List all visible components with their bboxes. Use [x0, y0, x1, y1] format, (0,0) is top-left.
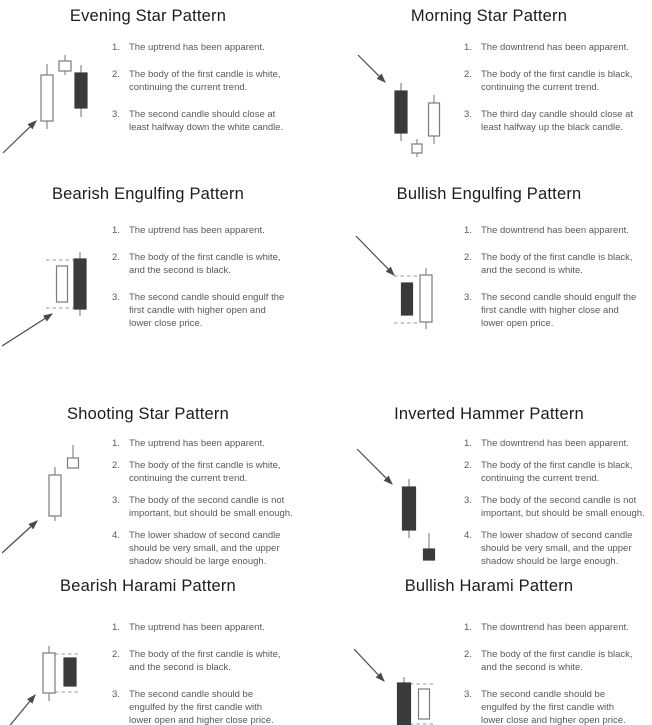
trend-arrow-icon — [2, 314, 52, 346]
candle-white-body — [41, 75, 53, 121]
candle-black-body — [75, 73, 87, 108]
item-text-line: and the second is white. — [481, 265, 583, 276]
candle-white-body — [57, 266, 68, 302]
item-text — [481, 251, 648, 277]
candlestick-diagram — [354, 41, 464, 169]
candlestick-figure — [2, 41, 112, 174]
item-text — [481, 494, 648, 520]
item-number: 3. — [464, 689, 472, 700]
trend-arrow-icon — [357, 449, 392, 484]
item-text — [129, 621, 322, 634]
item-text — [129, 437, 322, 450]
list-item — [464, 291, 648, 330]
item-text-line: The body of the second candle is not — [129, 495, 285, 506]
item-text-line: engulfed by the first candle with — [129, 702, 263, 713]
item-text — [481, 459, 648, 485]
pattern-content — [0, 437, 326, 570]
pattern-notes-list — [112, 41, 326, 148]
item-number: 3. — [112, 109, 120, 120]
item-text-line: and the second is black. — [129, 265, 231, 276]
candlestick-figure — [354, 41, 464, 174]
list-item — [112, 688, 322, 725]
pattern-notes-list — [464, 41, 652, 148]
candlestick-figure — [354, 621, 464, 725]
candle-white-body — [59, 61, 71, 71]
candlestick-diagram — [2, 224, 112, 352]
list-item — [112, 68, 322, 94]
pattern-card-morning-star — [326, 0, 652, 178]
item-text — [129, 68, 322, 94]
item-text — [129, 41, 322, 54]
list-item — [464, 437, 648, 450]
list-item — [464, 68, 648, 94]
item-text-line: The lower shadow of second candle — [129, 530, 281, 541]
candle-white-body — [420, 275, 432, 322]
pattern-title: Shooting Star Pattern — [67, 405, 229, 423]
item-text-line: The downtrend has been apparent. — [481, 438, 629, 449]
pattern-title: Bullish Engulfing Pattern — [396, 185, 582, 203]
item-number: 3. — [112, 495, 120, 506]
item-number: 3. — [464, 495, 472, 506]
list-item — [112, 108, 322, 134]
item-text-line: The downtrend has been apparent. — [481, 622, 629, 633]
item-number: 3. — [112, 292, 120, 303]
item-text-line: The uptrend has been apparent. — [129, 622, 265, 633]
trend-arrow-icon — [356, 236, 394, 275]
item-text-line: continuing the current trend. — [481, 82, 600, 93]
item-text — [481, 224, 648, 237]
candlestick-figure — [2, 437, 112, 570]
item-number: 4. — [464, 530, 472, 541]
pattern-card-evening-star — [0, 0, 326, 178]
trend-arrow-icon — [358, 55, 385, 82]
candle-white-body — [412, 144, 422, 153]
item-text-line: first candle with higher open and — [129, 305, 266, 316]
pattern-notes-list — [464, 224, 652, 344]
candle-black-body — [74, 259, 86, 309]
pattern-content — [0, 224, 326, 357]
pattern-content — [0, 621, 326, 725]
list-item — [112, 437, 322, 450]
item-text-line: The third day candle should close at — [481, 109, 634, 120]
list-item — [464, 224, 648, 237]
item-text-line: The second candle should close at — [129, 109, 276, 120]
item-text — [481, 291, 648, 330]
list-item — [112, 251, 322, 277]
list-item — [112, 224, 322, 237]
pattern-card-bullish-engulfing — [326, 178, 652, 398]
pattern-title: Morning Star Pattern — [410, 7, 568, 25]
pattern-title: Bearish Engulfing Pattern — [51, 185, 245, 203]
item-text — [129, 108, 322, 134]
item-text — [481, 648, 648, 674]
item-text-line: lower close price. — [129, 318, 203, 329]
trend-arrow-icon — [354, 649, 384, 681]
item-number: 2. — [464, 460, 472, 471]
item-number: 2. — [112, 460, 120, 471]
item-text-line: least halfway down the white candle. — [129, 122, 284, 133]
candlestick-diagram — [354, 437, 464, 565]
candle-black-body — [64, 658, 76, 686]
candle-black-body — [402, 283, 413, 315]
item-text-line: shadow should be large enough. — [129, 556, 267, 567]
item-number: 4. — [112, 530, 120, 541]
item-text — [129, 688, 322, 725]
item-number: 2. — [112, 69, 120, 80]
item-text-line: and the second is white. — [481, 662, 583, 673]
item-number: 2. — [464, 69, 472, 80]
item-text-line: The second candle should engulf the — [481, 292, 637, 303]
item-text — [481, 437, 648, 450]
candlestick-diagram — [2, 437, 112, 565]
candlestick-figure — [2, 621, 112, 725]
item-text-line: The body of the second candle is not — [481, 495, 637, 506]
item-text-line: continuing the current trend. — [129, 473, 248, 484]
item-text — [481, 41, 648, 54]
item-text-line: The second candle should be — [481, 689, 606, 700]
list-item — [464, 621, 648, 634]
list-item — [464, 251, 648, 277]
item-number: 2. — [112, 649, 120, 660]
item-number: 1. — [112, 225, 120, 236]
item-number: 1. — [112, 438, 120, 449]
candle-black-body — [395, 91, 407, 133]
item-number: 1. — [464, 438, 472, 449]
pattern-notes-list — [464, 621, 652, 725]
candle-white-body — [419, 689, 430, 719]
candlestick-figure — [2, 224, 112, 357]
item-text-line: The body of the first candle is black, — [481, 69, 633, 80]
item-text-line: The body of the first candle is white, — [129, 69, 281, 80]
item-text-line: shadow should be large enough. — [481, 556, 619, 567]
pattern-notes-list — [464, 437, 652, 570]
candlestick-diagram — [354, 621, 464, 725]
pattern-notes-list — [112, 621, 326, 725]
item-text-line: The downtrend has been apparent. — [481, 42, 629, 53]
item-text — [129, 529, 322, 568]
item-text-line: The second candle should engulf the — [129, 292, 285, 303]
pattern-title: Inverted Hammer Pattern — [394, 405, 584, 423]
item-text-line: engulfed by the first candle with — [481, 702, 615, 713]
item-text-line: The uptrend has been apparent. — [129, 225, 265, 236]
trend-arrow-icon — [2, 521, 37, 553]
item-text-line: The body of the first candle is white, — [129, 460, 281, 471]
pattern-content — [326, 621, 652, 725]
list-item — [112, 291, 322, 330]
item-text-line: The second candle should be — [129, 689, 254, 700]
item-text — [129, 224, 322, 237]
item-text-line: The lower shadow of second candle — [481, 530, 633, 541]
pattern-card-inverted-hammer — [326, 398, 652, 570]
list-item — [112, 648, 322, 674]
item-text — [129, 494, 322, 520]
item-text-line: The body of the first candle is black, — [481, 460, 633, 471]
item-text-line: least halfway up the black candle. — [481, 122, 624, 133]
pattern-title: Bullish Harami Pattern — [404, 577, 574, 595]
candle-white-body — [43, 653, 55, 693]
candle-white-body — [68, 458, 79, 468]
pattern-content — [326, 437, 652, 570]
pattern-content — [326, 224, 652, 357]
candle-black-body — [424, 549, 435, 560]
item-number: 1. — [464, 622, 472, 633]
item-text — [481, 529, 648, 568]
item-text-line: should be very small, and the upper — [129, 543, 280, 554]
pattern-card-bearish-engulfing — [0, 178, 326, 398]
item-text — [481, 688, 648, 725]
candle-white-body — [429, 103, 440, 136]
item-number: 1. — [112, 622, 120, 633]
pattern-content — [0, 41, 326, 174]
item-text-line: The uptrend has been apparent. — [129, 42, 265, 53]
list-item — [112, 529, 322, 568]
candle-black-body — [403, 487, 416, 530]
candlestick-diagram — [2, 41, 112, 169]
item-text — [129, 291, 322, 330]
pattern-content — [326, 41, 652, 174]
candlestick-figure — [354, 224, 464, 357]
item-text — [481, 68, 648, 94]
item-number: 1. — [464, 225, 472, 236]
item-text-line: lower open and higher close price. — [129, 715, 274, 725]
candle-white-body — [49, 475, 61, 516]
candlestick-diagram — [354, 224, 464, 352]
pattern-notes-list — [112, 224, 326, 344]
list-item — [464, 459, 648, 485]
item-number: 2. — [464, 252, 472, 263]
list-item — [112, 41, 322, 54]
item-number: 1. — [464, 42, 472, 53]
list-item — [112, 621, 322, 634]
trend-arrow-icon — [3, 121, 36, 153]
list-item — [112, 494, 322, 520]
item-text — [129, 648, 322, 674]
pattern-card-shooting-star — [0, 398, 326, 570]
pattern-card-bullish-harami — [326, 570, 652, 725]
list-item — [464, 41, 648, 54]
pattern-title: Evening Star Pattern — [69, 7, 227, 25]
list-item — [464, 108, 648, 134]
item-text-line: The body of the first candle is black, — [481, 649, 633, 660]
item-number: 1. — [112, 42, 120, 53]
item-text — [129, 251, 322, 277]
list-item — [464, 529, 648, 568]
item-text-line: The body of the first candle is white, — [129, 649, 281, 660]
item-number: 2. — [112, 252, 120, 263]
list-item — [464, 494, 648, 520]
item-text-line: important, but should be small enough. — [481, 508, 645, 519]
candlestick-figure — [354, 437, 464, 570]
item-text-line: The downtrend has been apparent. — [481, 225, 629, 236]
list-item — [464, 648, 648, 674]
item-text-line: continuing the current trend. — [129, 82, 248, 93]
item-text — [129, 459, 322, 485]
item-text — [481, 108, 648, 134]
pattern-title: Bearish Harami Pattern — [60, 577, 236, 595]
item-text-line: first candle with higher close and — [481, 305, 619, 316]
item-number: 3. — [464, 292, 472, 303]
pattern-notes-list — [112, 437, 326, 570]
candle-black-body — [398, 683, 411, 725]
item-text-line: lower close and higher open price. — [481, 715, 626, 725]
item-text-line: lower open price. — [481, 318, 554, 329]
item-text-line: The uptrend has been apparent. — [129, 438, 265, 449]
item-number: 3. — [464, 109, 472, 120]
item-text-line: The body of the first candle is white, — [129, 252, 281, 263]
trend-arrow-icon — [2, 695, 35, 725]
item-number: 3. — [112, 689, 120, 700]
item-text — [481, 621, 648, 634]
item-number: 2. — [464, 649, 472, 660]
item-text-line: and the second is black. — [129, 662, 231, 673]
list-item — [464, 688, 648, 725]
item-text-line: should be very small, and the upper — [481, 543, 632, 554]
item-text-line: The body of the first candle is black, — [481, 252, 633, 263]
pattern-card-bearish-harami — [0, 570, 326, 725]
item-text-line: continuing the current trend. — [481, 473, 600, 484]
list-item — [112, 459, 322, 485]
item-text-line: important, but should be small enough. — [129, 508, 293, 519]
candlestick-diagram — [2, 621, 112, 725]
